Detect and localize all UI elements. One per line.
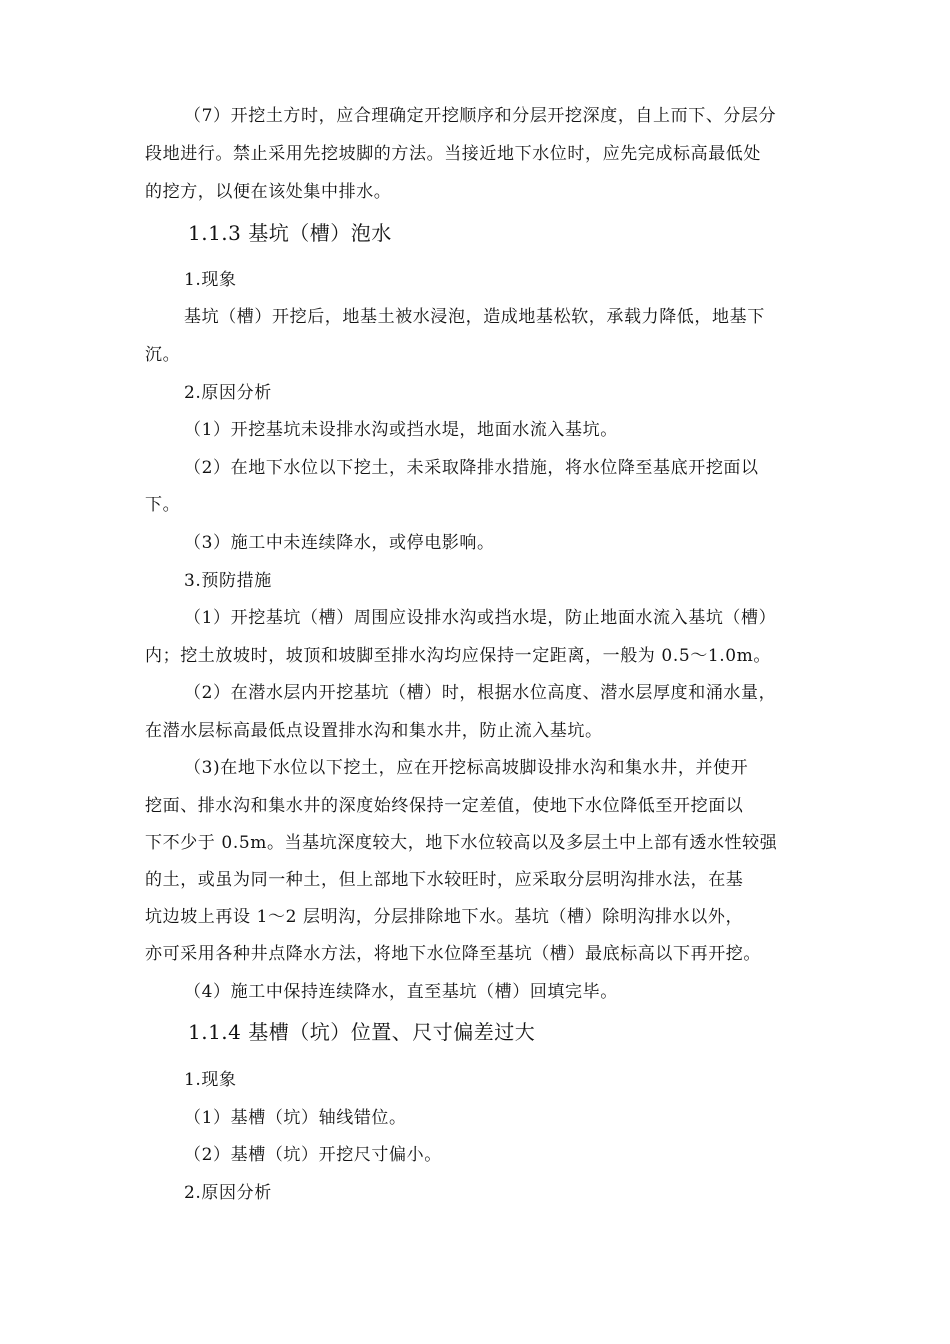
paragraph-line: 基坑（槽）开挖后，地基土被水浸泡，造成地基松软，承载力降低，地基下 [184, 307, 765, 327]
paragraph-line: （7）开挖土方时，应合理确定开挖顺序和分层开挖深度，自上而下、分层分 [184, 106, 777, 126]
paragraph-line: （1）开挖基坑（槽）周围应设排水沟或挡水堤，防止地面水流入基坑（槽） [184, 608, 777, 628]
paragraph-line: （4）施工中保持连续降水，直至基坑（槽）回填完毕。 [184, 982, 618, 1002]
paragraph-line: 挖面、排水沟和集水井的深度始终保持一定差值，使地下水位降低至开挖面以 [145, 796, 744, 816]
paragraph-line: 下不少于 0.5m。当基坑深度较大，地下水位较高以及多层土中上部有透水性较强 [145, 833, 778, 853]
paragraph-line: （1）开挖基坑未设排水沟或挡水堤，地面水流入基坑。 [184, 420, 618, 440]
paragraph-line: （1）基槽（坑）轴线错位。 [184, 1108, 407, 1128]
subheading: 2.原因分析 [184, 1183, 272, 1203]
paragraph-line: 内；挖土放坡时，坡顶和坡脚至排水沟均应保持一定距离，一般为 0.5～1.0m。 [145, 646, 771, 666]
paragraph-line: （3）施工中未连续降水，或停电影响。 [184, 533, 495, 553]
paragraph-line: 的土，或虽为同一种土，但上部地下水较旺时，应采取分层明沟排水法，在基 [145, 870, 744, 890]
paragraph-line: 在潜水层标高最低点设置排水沟和集水井，防止流入基坑。 [145, 721, 603, 741]
section-heading: 1.1.3 基坑（槽）泡水 [188, 221, 392, 245]
subheading: 2.原因分析 [184, 383, 272, 403]
subheading: 1.现象 [184, 270, 237, 290]
paragraph-line: （2）基槽（坑）开挖尺寸偏小。 [184, 1145, 442, 1165]
paragraph-line: 亦可采用各种井点降水方法，将地下水位降至基坑（槽）最底标高以下再开挖。 [145, 944, 761, 964]
paragraph-line: 的挖方，以便在该处集中排水。 [145, 182, 392, 202]
paragraph-line: 段地进行。禁止采用先挖坡脚的方法。当接近地下水位时，应先完成标高最低处 [145, 144, 761, 164]
paragraph-line: （2）在潜水层内开挖基坑（槽）时，根据水位高度、潜水层厚度和涌水量， [184, 683, 777, 703]
paragraph-line: （3)在地下水位以下挖土，应在开挖标高坡脚设排水沟和集水井，并使开 [184, 758, 749, 778]
paragraph-line: （2）在地下水位以下挖土，未采取降排水措施，将水位降至基底开挖面以 [184, 458, 759, 478]
paragraph-line: 沉。 [145, 345, 181, 365]
section-heading: 1.1.4 基槽（坑）位置、尺寸偏差过大 [188, 1020, 536, 1044]
paragraph-line: 下。 [145, 495, 181, 515]
subheading: 3.预防措施 [184, 571, 272, 591]
subheading: 1.现象 [184, 1070, 237, 1090]
paragraph-line: 坑边坡上再设 1～2 层明沟，分层排除地下水。基坑（槽）除明沟排水以外， [145, 907, 744, 927]
